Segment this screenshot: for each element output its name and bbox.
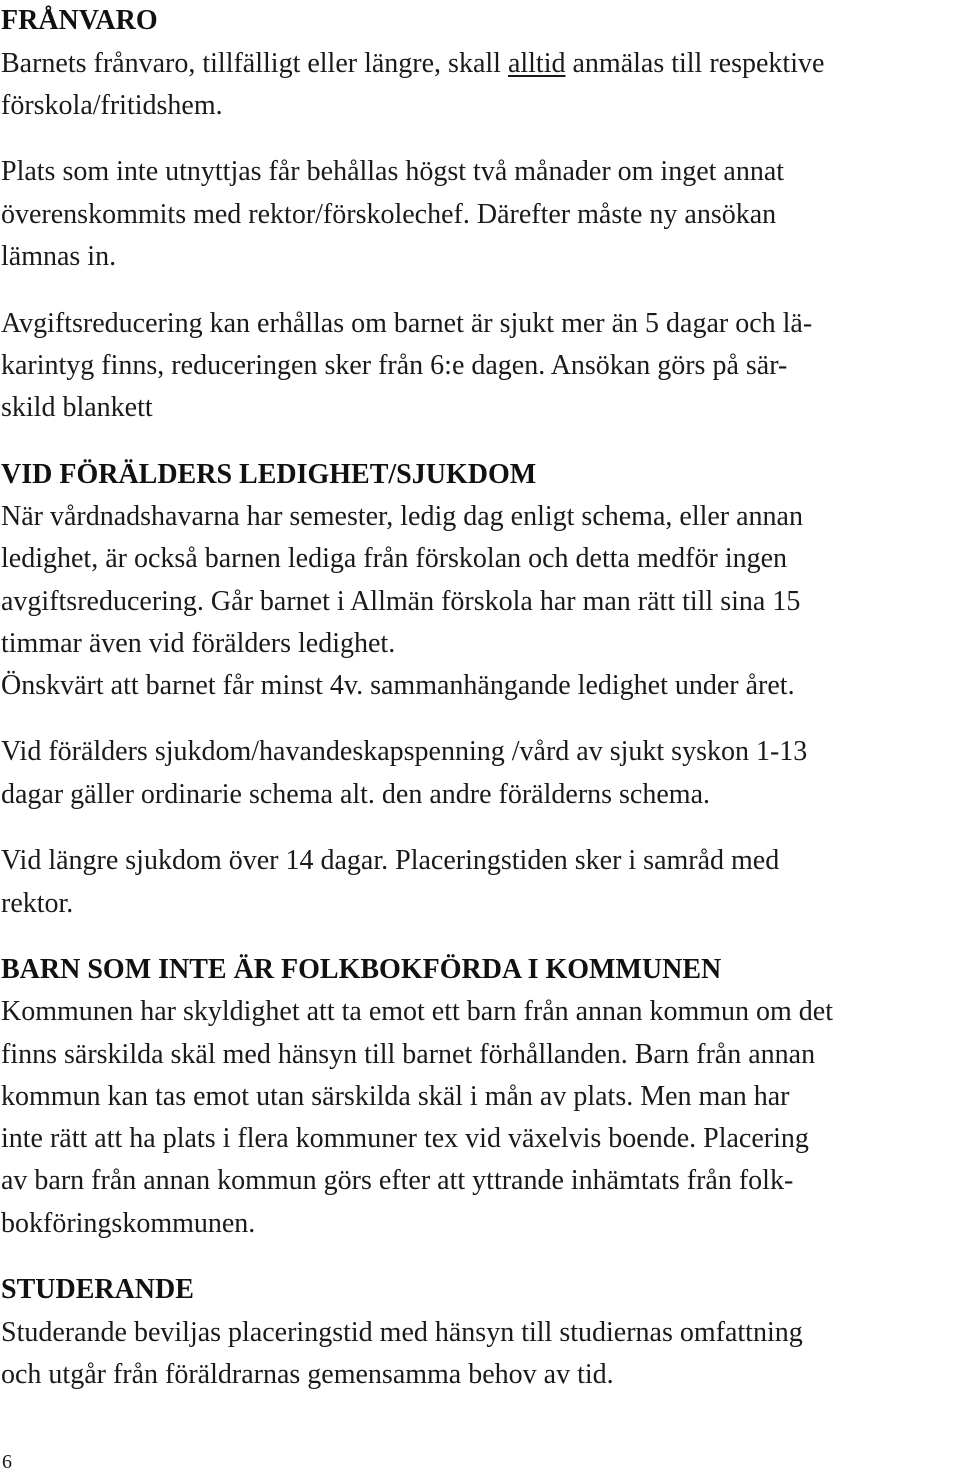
franvaro-p1-text-b: anmälas till respektive: [565, 48, 825, 79]
heading-ledighet-sjukdom: VID FÖRÄLDERS LEDIGHET/SJUKDOM: [1, 459, 537, 490]
franvaro-p3-line-2: karintyg finns, reduceringen sker från 6:e dagen. Ansökan görs på sär-: [1, 350, 788, 381]
franvaro-p2-line-3: lämnas in.: [1, 241, 117, 272]
franvaro-p3-line-1: Avgiftsreducering kan erhållas om barnet är sjukt mer än 5 dagar och lä-: [1, 308, 813, 339]
folkbokforda-p1-line-4: inte rätt att ha plats i flera kommuner tex vid växelvis boende. Placering: [1, 1123, 809, 1154]
ledighet-p1-line-5: Önskvärt att barnet får minst 4v. sammanhängande ledighet under året.: [1, 670, 795, 701]
heading-studerande: STUDERANDE: [1, 1274, 194, 1305]
folkbokforda-p1-line-1: Kommunen har skyldighet att ta emot ett barn från annan kommun om det: [1, 996, 834, 1027]
ledighet-p1-line-2: ledighet, är också barnen lediga från förskolan och detta medför ingen: [1, 543, 788, 574]
franvaro-p1-line-1: [1, 47, 824, 81]
studerande-p1-line-2: och utgår från föräldrarnas gemensamma behov av tid.: [1, 1359, 614, 1390]
folkbokforda-p1-line-5: av barn från annan kommun görs efter att yttrande inhämtats från folk-: [1, 1165, 794, 1196]
heading-franvaro: FRÅNVARO: [1, 5, 158, 36]
folkbokforda-p1-line-6: bokföringskommunen.: [1, 1208, 256, 1239]
ledighet-p1-line-1: När vårdnadshavarna har semester, ledig dag enligt schema, eller annan: [1, 501, 803, 532]
franvaro-p1-line-2: förskola/fritidshem.: [1, 90, 223, 121]
ledighet-p1-line-3: avgiftsreducering. Går barnet i Allmän förskola har man rätt till sina 15: [1, 586, 801, 617]
franvaro-p1-text-a: Barnets frånvaro, tillfälligt eller längre, skall: [1, 48, 508, 79]
ledighet-p2-line-2: dagar gäller ordinarie schema alt. den andre förälderns schema.: [1, 779, 710, 810]
folkbokforda-p1-line-2: finns särskilda skäl med hänsyn till barnet förhållanden. Barn från annan: [1, 1039, 816, 1070]
page-number: 6: [2, 1451, 12, 1473]
franvaro-p2-line-2: överenskommits med rektor/förskolechef. Därefter måste ny ansökan: [1, 199, 777, 230]
franvaro-p2-line-1: Plats som inte utnyttjas får behållas högst två månader om inget annat: [1, 156, 785, 187]
franvaro-p3-line-3: skild blankett: [1, 392, 153, 423]
ledighet-p3-line-1: Vid längre sjukdom över 14 dagar. Placeringstiden sker i samråd med: [1, 845, 780, 876]
heading-folkbokforda: BARN SOM INTE ÄR FOLKBOKFÖRDA I KOMMUNEN: [1, 954, 722, 985]
studerande-p1-line-1: Studerande beviljas placeringstid med hänsyn till studiernas omfattning: [1, 1317, 803, 1348]
ledighet-p2-line-1: Vid förälders sjukdom/havandeskapspenning /vård av sjukt syskon 1-13: [1, 736, 808, 767]
ledighet-p3-line-2: rektor.: [1, 888, 74, 919]
folkbokforda-p1-line-3: kommun kan tas emot utan särskilda skäl i mån av plats. Men man har: [1, 1081, 790, 1112]
underlined-word-alltid: alltid: [507, 48, 566, 79]
ledighet-p1-line-4: timmar även vid förälders ledighet.: [1, 628, 396, 659]
